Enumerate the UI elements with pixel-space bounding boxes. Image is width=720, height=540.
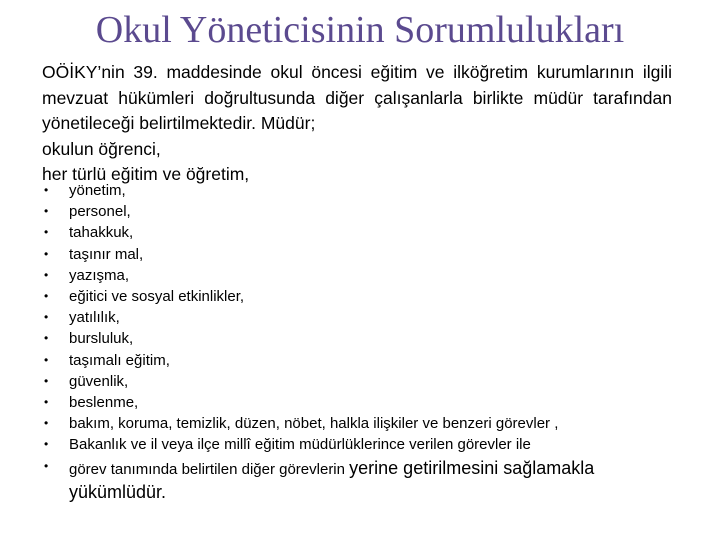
list-item [42, 222, 682, 243]
list-item-text-large: yerine getirilmesini sağlamakla yükümlüdür. [69, 457, 595, 502]
list-item [42, 328, 682, 349]
list-item-text: beslenme, [69, 394, 139, 412]
intro-paragraph: OÖİKY’nin 39. maddesinde okul öncesi eğitim ve ilköğretim kurumlarının ilgili mevzuat hükümleri doğrultusunda diğer çalışanlarla birlikte müdür tarafından yönetileceği belirtilmektedir. Müdür; [42, 62, 672, 133]
list-item [42, 350, 682, 371]
intro-line-education: her türlü eğitim ve öğretim, [42, 164, 250, 184]
list-item-text: taşımalı eğitim, [69, 351, 170, 369]
bullet-icon: • [44, 225, 49, 240]
list-item [42, 371, 682, 392]
responsibility-list [42, 180, 682, 504]
bullet-icon: • [44, 246, 49, 261]
list-item-text: eğitici ve sosyal etkinlikler, [69, 288, 245, 306]
list-item [42, 434, 682, 455]
list-item-text: bursluluk, [69, 330, 134, 348]
bullet-icon: • [44, 267, 49, 282]
bullet-icon: • [44, 416, 49, 431]
bullet-icon: • [44, 437, 49, 452]
list-item [42, 244, 682, 265]
bullet-icon: • [44, 395, 49, 410]
list-item [42, 201, 682, 222]
list-item-text: bakım, koruma, temizlik, düzen, nöbet, halkla ilişkiler ve benzeri görevler , [69, 415, 559, 433]
list-item-text: yazışma, [69, 266, 130, 284]
bullet-icon: • [44, 352, 49, 367]
intro-text [42, 60, 672, 188]
list-item-text: güvenlik, [69, 372, 129, 390]
list-item-text: Bakanlık ve il veya ilçe millî eğitim müdürlüklerince verilen görevler ile [69, 436, 531, 454]
list-item [42, 392, 682, 413]
bullet-icon: • [44, 289, 49, 304]
list-item-text: yatılılık, [69, 309, 120, 327]
list-item-text: personel, [69, 203, 131, 221]
list-item [42, 265, 682, 286]
list-item [42, 413, 682, 434]
list-item [42, 180, 682, 201]
list-item-last [42, 456, 682, 504]
bullet-icon: • [44, 183, 49, 197]
bullet-icon: • [44, 458, 49, 473]
list-item-text-small: görev tanımında belirtilen diğer görevlerin [69, 460, 350, 478]
bullet-icon: • [44, 204, 49, 219]
bullet-icon: • [44, 310, 49, 325]
list-item-text: tahakkuk, [69, 224, 134, 242]
bullet-icon: • [44, 331, 49, 346]
intro-line-student: okulun öğrenci, [42, 138, 161, 159]
list-item [42, 286, 682, 307]
slide-title: Okul Yöneticisinin Sorumlulukları [95, 9, 625, 51]
list-item [42, 307, 682, 328]
list-item-text: taşınır mal, [69, 245, 144, 263]
bullet-icon: • [44, 373, 49, 388]
list-item-text: yönetim, [69, 182, 126, 199]
